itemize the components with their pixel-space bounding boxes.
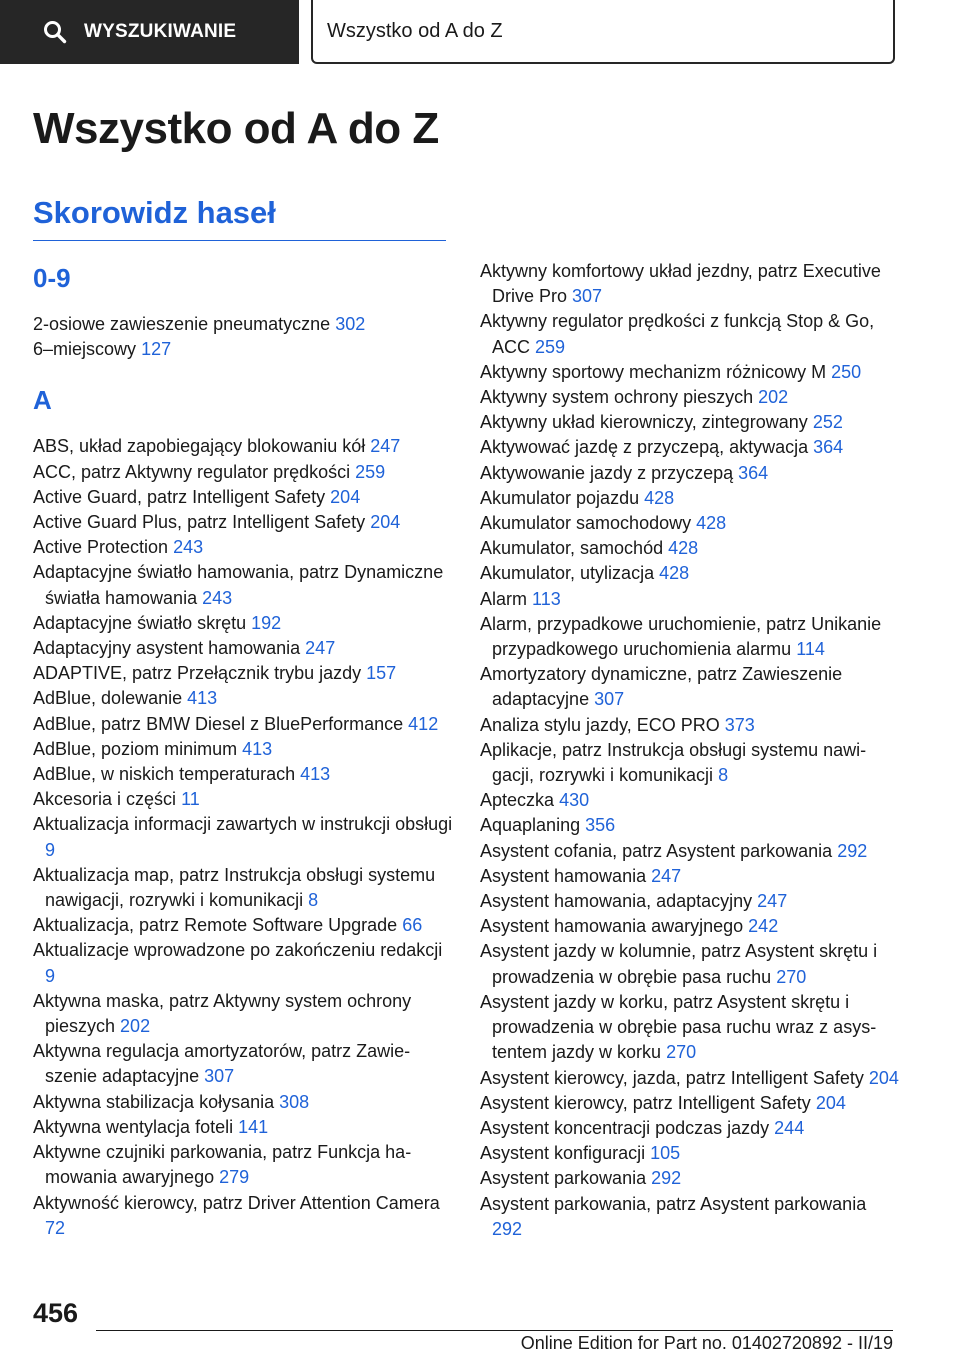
breadcrumb[interactable] (311, 0, 895, 64)
index-entry-text: Asystent jazdy w kolumnie, patrz Asystent skrętu i prowadzenia w obrębie pasa ruchu (480, 941, 878, 987)
page-link[interactable]: 259 (535, 336, 566, 357)
page-link[interactable]: 9 (45, 839, 56, 860)
index-entry (480, 309, 900, 359)
page-link[interactable]: 430 (559, 790, 590, 811)
index-entry (480, 486, 900, 511)
index-entry (480, 662, 900, 712)
index-entry-text: Asystent jazdy w korku, patrz Asystent skrętu i prowadzenia w obrębie pasa ruchu wraz z asystentem jazdy w korku (480, 991, 877, 1063)
index-entry (480, 1192, 900, 1242)
index-entry-text: AdBlue, patrz BMW Diesel z BluePerformance (33, 713, 404, 734)
index-entry (480, 461, 900, 486)
index-entry-text: ACC, patrz Aktywny regulator prędkości (33, 461, 351, 482)
index-entry-text: Aktywny system ochrony pieszych (480, 387, 754, 408)
index-entry (33, 787, 453, 812)
index-entry (480, 536, 900, 561)
page-link[interactable]: 114 (796, 639, 825, 660)
page-link[interactable]: 247 (370, 436, 401, 457)
index-entry (33, 661, 453, 686)
index-entry (33, 1115, 453, 1140)
index-entry (480, 259, 900, 309)
index-entry (33, 1191, 453, 1241)
index-entry (480, 1141, 900, 1166)
page-link[interactable]: 204 (370, 512, 401, 533)
index-entry-text: Asystent kierowcy, jazda, patrz Intelligent Safety (480, 1067, 864, 1088)
page-link[interactable]: 243 (173, 537, 204, 558)
index-column-left (33, 258, 453, 1241)
index-entry-text: Aktywny sportowy mechanizm różnicowy M (480, 361, 827, 382)
search-label: WYSZUKIWANIE (84, 21, 237, 42)
index-entry (480, 889, 900, 914)
index-entry-text: 2-osiowe zawieszenie pneumatyczne (33, 314, 331, 334)
page-link[interactable]: 66 (402, 915, 423, 936)
index-entry-text: Aktualizacja, patrz Remote Software Upgrade (33, 915, 398, 936)
index-letter-heading: 0-9 (33, 263, 71, 293)
index-entry-text: Aplikacje, patrz Instrukcja obsługi systemu nawigacji, rozrywki i komunikacji (480, 739, 867, 786)
index-entry (33, 535, 453, 560)
page-link[interactable]: 356 (585, 815, 616, 836)
index-entry (480, 561, 900, 586)
index-entry-text: Adaptacyjny asystent hamowania (33, 638, 301, 659)
page-link[interactable]: 141 (238, 1116, 269, 1137)
index-entry-text: Akumulator pojazdu (480, 487, 640, 508)
footer-edition: Online Edition for Part no. 01402720892 - II/19 (520, 1333, 893, 1353)
index-entry (33, 510, 453, 535)
page-title: Wszystko od A do Z (33, 104, 439, 153)
index-entry-text: Akumulator samochodowy (480, 513, 692, 534)
index-entry-text: Alarm, przypadkowe uruchomienie, patrz Unikanie przypadkowego uruchomienia alarmu (480, 613, 882, 660)
page-link[interactable]: 192 (251, 612, 282, 633)
page-link[interactable]: 428 (668, 538, 699, 559)
index-entry-text: Aktywny układ kierowniczy, zintegrowany (480, 412, 808, 433)
page-link[interactable]: 307 (594, 689, 625, 710)
page-link[interactable]: 259 (355, 461, 386, 482)
index-entry (33, 737, 453, 762)
index-entry-text: Apteczka (480, 790, 555, 811)
index-entry-text: Asystent kierowcy, patrz Intelligent Safety (480, 1092, 811, 1113)
search-icon (42, 19, 68, 45)
index-entry (480, 713, 900, 738)
index-entry-text: Aktualizacja map, patrz Instrukcja obsługi systemu nawigacji, rozrywki i komunikacji (33, 864, 436, 911)
index-entry (33, 560, 453, 610)
index-entry (480, 360, 900, 385)
page-number: 456 (33, 1298, 79, 1328)
section-title: Skorowidz haseł (33, 195, 276, 230)
index-entry-text: Amortyzatory dynamiczne, patrz Zawieszenie adaptacyjne (480, 664, 843, 710)
index-entry (33, 712, 453, 737)
page-link[interactable]: 292 (651, 1168, 682, 1189)
index-entry (480, 738, 900, 788)
page-link[interactable]: 250 (831, 361, 862, 382)
breadcrumb-label: Wszystko od A do Z (327, 19, 503, 42)
index-entry-text: Active Protection (33, 537, 169, 558)
index-entry-text: Aktualizacje wprowadzone po zakończeniu redakcji (33, 940, 443, 961)
section-divider (33, 240, 446, 241)
page-link[interactable]: 308 (279, 1091, 310, 1112)
index-entry-text: ABS, układ zapobiegający blokowaniu kół (33, 436, 366, 457)
page-link[interactable]: 413 (300, 764, 331, 785)
index-entry-text: Aktywna maska, patrz Aktywny system ochrony pieszych (33, 990, 412, 1037)
index-entry (480, 511, 900, 536)
index-entry-text: Akumulator, utylizacja (480, 563, 655, 584)
index-column-right (480, 259, 900, 1242)
page-link[interactable]: 307 (204, 1066, 235, 1087)
index-entry-text: Asystent konfiguracji (480, 1143, 646, 1164)
index-entry (480, 990, 900, 1066)
page-link[interactable]: 428 (659, 563, 690, 584)
index-entry (33, 1140, 453, 1190)
index-entry-text: Aktywować jazdę z przyczepą, aktywacja (480, 437, 809, 458)
index-entry-text: AdBlue, dolewanie (33, 688, 183, 709)
index-entry (480, 939, 900, 989)
page-link[interactable]: 202 (120, 1016, 151, 1037)
index-entry (480, 864, 900, 889)
index-entry (33, 485, 453, 510)
page-link[interactable]: 270 (666, 1042, 697, 1063)
page-link[interactable]: 307 (572, 286, 603, 307)
index-entry (33, 1039, 453, 1089)
index-entry (480, 1116, 900, 1141)
index-entry-text: Aktywna stabilizacja kołysania (33, 1091, 275, 1112)
search-button[interactable] (0, 0, 299, 64)
index-entry (33, 863, 453, 913)
index-entry-text: Alarm (480, 588, 528, 609)
index-entry (33, 636, 453, 661)
page-link[interactable]: 105 (650, 1143, 681, 1164)
page-link[interactable]: 364 (813, 437, 844, 458)
index-entry (33, 938, 453, 988)
index-entry-text: Asystent koncentracji podczas jazdy (480, 1117, 770, 1138)
index-entry-text: Adaptacyjne światło hamowania, patrz Dynamiczne światła hamowania (33, 562, 444, 608)
page-link[interactable]: 247 (651, 865, 682, 886)
index-entry-text: Active Guard, patrz Intelligent Safety (33, 486, 326, 507)
page-link[interactable]: 413 (187, 688, 218, 709)
footer-divider (96, 1330, 893, 1331)
page-link[interactable]: 247 (757, 891, 788, 912)
index-entry (33, 812, 453, 862)
index-entry (33, 762, 453, 787)
index-entry-text: Asystent hamowania (480, 865, 647, 886)
index-entry-text: Aktywne czujniki parkowania, patrz Funkcja hamowania awaryjnego (33, 1142, 412, 1188)
index-entry (480, 410, 900, 435)
index-entry-text: AdBlue, w niskich temperaturach (33, 764, 296, 785)
page-link[interactable]: 292 (837, 840, 868, 861)
index-entry-text: Adaptacyjne światło skrętu (33, 612, 247, 633)
index-entry (480, 813, 900, 838)
spacer (33, 420, 453, 434)
index-entry-text: Asystent hamowania awaryjnego (480, 916, 744, 937)
index-entry (480, 435, 900, 460)
index-entry-text: Akumulator, samochód (480, 538, 664, 559)
page-link[interactable]: 270 (776, 966, 807, 987)
index-entry-text: Aktywność kierowcy, patrz Driver Attention Camera (33, 1192, 440, 1213)
index-entry (33, 312, 453, 337)
index-letter-heading: A (33, 385, 52, 416)
index-entry-text: ADAPTIVE, patrz Przełącznik trybu jazdy (33, 663, 362, 684)
index-entry (480, 1166, 900, 1191)
page-link[interactable]: 8 (718, 765, 729, 786)
page-link[interactable]: 127 (141, 339, 172, 360)
page-link[interactable]: 202 (758, 387, 789, 408)
index-entry-text: Asystent parkowania (480, 1168, 647, 1189)
index-entry (480, 839, 900, 864)
page-link[interactable]: 428 (644, 487, 675, 508)
index-entry-text: Aktualizacja informacji zawartych w instrukcji obsługi (33, 814, 453, 835)
page-link[interactable]: 72 (45, 1217, 66, 1238)
index-entry-text: Aquaplaning (480, 815, 581, 836)
index-entry-text: Asystent cofania, patrz Asystent parkowania (480, 840, 833, 861)
index-entry (480, 587, 900, 612)
index-entry (480, 612, 900, 662)
spacer (33, 298, 453, 312)
page-link[interactable]: 302 (335, 314, 366, 334)
index-entry-text: Asystent parkowania, patrz Asystent parkowania (480, 1193, 867, 1214)
spacer (33, 362, 453, 380)
page-link[interactable]: 8 (308, 890, 319, 911)
page-link[interactable]: 252 (812, 412, 843, 433)
page-link[interactable]: 412 (408, 713, 439, 734)
index-entry (480, 1066, 900, 1091)
page-link[interactable]: 157 (366, 663, 397, 684)
page-link[interactable]: 242 (748, 916, 779, 937)
page-link[interactable]: 292 (492, 1218, 523, 1239)
index-entry-text: AdBlue, poziom minimum (33, 738, 238, 759)
top-navigation (0, 0, 960, 66)
page-link[interactable]: 364 (738, 462, 769, 483)
index-entry-text: Aktywowanie jazdy z przyczepą (480, 462, 734, 483)
page-link[interactable]: 244 (774, 1117, 805, 1138)
page-link[interactable]: 204 (868, 1067, 899, 1088)
page-link[interactable]: 204 (330, 486, 361, 507)
page-link[interactable]: 9 (45, 965, 56, 986)
index-entry-text: Aktywna wentylacja foteli (33, 1116, 234, 1137)
index-entry-text: Aktywna regulacja amortyzatorów, patrz Zawieszenie adaptacyjne (33, 1041, 411, 1087)
index-entry (33, 989, 453, 1039)
index-entry (480, 788, 900, 813)
page-link[interactable]: 113 (532, 588, 561, 609)
index-entry (480, 914, 900, 939)
index-entry (33, 337, 453, 362)
index-entry-text: Aktywny regulator prędkości z funkcją Stop & Go, ACC (480, 311, 875, 357)
index-entry (33, 460, 453, 485)
index-entry (480, 385, 900, 410)
index-entry (33, 434, 453, 459)
page-link[interactable]: 373 (724, 714, 755, 735)
page-link[interactable]: 413 (242, 738, 273, 759)
index-entry (33, 1090, 453, 1115)
index-entry-text: Aktywny komfortowy układ jezdny, patrz Executive Drive Pro (480, 261, 881, 307)
index-entry-text: Analiza stylu jazdy, ECO PRO (480, 714, 720, 735)
page-link[interactable]: 279 (219, 1167, 250, 1188)
index-entry (480, 1091, 900, 1116)
page-link[interactable]: 428 (696, 513, 727, 534)
index-entry-text: Asystent hamowania, adaptacyjny (480, 891, 753, 912)
index-entry-text: Active Guard Plus, patrz Intelligent Safety (33, 512, 366, 533)
page-link[interactable]: 247 (305, 638, 336, 659)
index-entry (33, 913, 453, 938)
index-entry (33, 686, 453, 711)
page-link[interactable]: 204 (815, 1092, 846, 1113)
page-link[interactable]: 11 (181, 789, 200, 810)
page-link[interactable]: 243 (202, 587, 233, 608)
index-entry-text: 6–miejscowy (33, 339, 137, 360)
index-entry (33, 611, 453, 636)
index-entry-text: Akcesoria i części (33, 789, 177, 810)
